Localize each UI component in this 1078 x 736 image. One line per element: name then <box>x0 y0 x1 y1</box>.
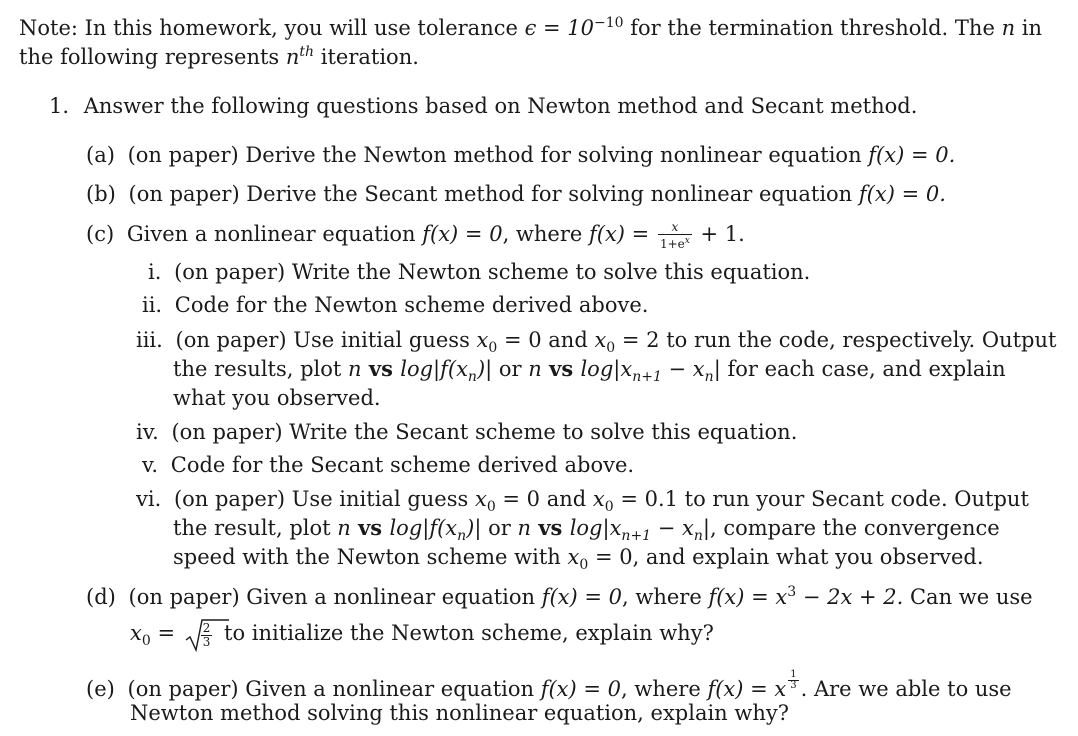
equation: f(x) = <box>588 222 650 246</box>
part-text: (on paper) Given a nonlinear equation <box>128 585 542 609</box>
x-symbol: x <box>594 328 607 352</box>
subpart-text: the results, plot <box>173 357 349 381</box>
x-symbol: x <box>567 545 580 569</box>
question-text: Answer the following questions based on Newton method and Secant method. <box>83 94 918 118</box>
subpart-text: = 0.1 to run your Secant code. Output <box>613 487 1029 511</box>
n-symbol: n <box>337 516 351 540</box>
subpart-ii <box>142 291 648 319</box>
log-subscript: n+1 <box>621 528 652 545</box>
subpart-text: (on paper) Write the Newton scheme to solve this equation. <box>174 260 811 284</box>
n-symbol: n <box>517 516 532 540</box>
log-subscript: n+1 <box>632 369 662 386</box>
part-c <box>86 220 745 251</box>
part-d-line-2 <box>130 619 714 649</box>
subpart-label: ii. <box>142 293 163 317</box>
subpart-label: vi. <box>136 487 162 511</box>
part-text: , where <box>622 585 709 609</box>
note-line-2 <box>19 43 419 71</box>
log-expression: | <box>702 516 710 540</box>
denominator-exp: x <box>684 235 690 246</box>
part-text: Newton method solving this nonlinear equation, explain why? <box>130 701 790 725</box>
x-subscript: 0 <box>604 499 614 516</box>
equation: f(x) = 0. <box>868 143 956 167</box>
subpart-vi <box>136 485 1029 516</box>
subpart-label: iii. <box>136 328 163 352</box>
vs-text: vs <box>531 515 570 540</box>
subpart-text: , compare the convergence <box>709 516 1000 540</box>
subpart-i <box>148 258 810 286</box>
square-root <box>185 620 215 649</box>
note-text: the following represents <box>19 45 286 69</box>
log-expression: − x <box>651 516 694 540</box>
equation: f(x) = 0. <box>858 182 946 206</box>
subpart-vi-line-3 <box>173 543 984 574</box>
x-subscript: 0 <box>141 633 151 650</box>
part-text: . Are we able to use <box>800 677 1012 701</box>
part-text: to initialize the Newton scheme, explain why? <box>217 621 714 645</box>
part-text: (on paper) Derive the Secant method for solving nonlinear equation <box>128 182 859 206</box>
x-symbol: x <box>592 487 605 511</box>
part-label: (e) <box>86 677 115 701</box>
x-symbol: x <box>130 621 142 645</box>
subpart-text: Code for the Secant scheme derived above. <box>170 453 635 477</box>
or-text: or <box>481 516 518 540</box>
equation: f(x) = 0 <box>422 222 503 246</box>
exponent-numerator: 1 <box>790 669 797 680</box>
log-subscript: n <box>457 528 467 545</box>
part-label: (a) <box>86 143 115 167</box>
log-expression: log|f(x <box>389 516 458 540</box>
subpart-label: iv. <box>136 420 159 444</box>
subpart-label: i. <box>148 260 162 284</box>
question-number: 1. <box>49 94 70 118</box>
nth-base: n <box>285 45 300 69</box>
tolerance-exponent: −10 <box>594 15 624 31</box>
sqrt-sign-icon <box>185 618 229 652</box>
part-label: (d) <box>86 585 116 609</box>
fraction-denominator <box>658 235 692 251</box>
x-subscript: 0 <box>579 557 589 574</box>
part-text: Given a nonlinear equation <box>126 222 423 246</box>
subpart-text: what you observed. <box>173 386 381 410</box>
exponent-denominator: 3 <box>790 680 797 691</box>
note-text: in <box>1015 16 1043 40</box>
log-subscript: n <box>693 528 703 545</box>
note-text: iteration. <box>314 45 419 69</box>
subpart-vi-line-2 <box>173 514 1000 545</box>
log-expression: )| <box>466 516 482 540</box>
fractional-exponent <box>788 670 798 691</box>
log-expression: )| <box>476 357 493 381</box>
log-expression: log|x <box>580 357 633 381</box>
log-subscript: n <box>704 369 714 386</box>
subpart-text: speed with the Newton scheme with <box>173 545 568 569</box>
subpart-label: v. <box>142 453 159 477</box>
log-expression: log|f(x <box>400 357 468 381</box>
n-symbol: n <box>528 357 542 381</box>
x-symbol: x <box>476 328 489 352</box>
subpart-text: for each case, and explain <box>720 357 1006 381</box>
x-symbol: x <box>474 487 487 511</box>
subpart-text: (on paper) Use initial guess <box>175 328 477 352</box>
subpart-text: = 2 to run the code, respectively. Output <box>615 328 1057 352</box>
equation: f(x) = x <box>708 585 788 609</box>
fraction-numerator: 2 <box>202 621 211 635</box>
vs-text: vs <box>541 356 581 381</box>
equation: f(x) = 0 <box>540 677 622 701</box>
fraction <box>658 221 692 251</box>
part-d <box>86 583 1033 611</box>
fraction-denominator: 3 <box>202 635 211 649</box>
subpart-text: Code for the Newton scheme derived above. <box>174 293 649 317</box>
equation: f(x) = 0 <box>541 585 623 609</box>
note-text: for the termination threshold. The <box>623 16 1002 40</box>
n-symbol: n <box>1001 16 1016 40</box>
part-text: (on paper) Derive the Newton method for solving nonlinear equation <box>127 143 869 167</box>
part-text: , where <box>502 222 589 246</box>
note-line-1 <box>19 14 1042 42</box>
subpart-iii <box>136 326 1057 357</box>
x-subscript: 0 <box>488 340 498 357</box>
note-text: Note: In this homework, you will use tolerance <box>19 16 525 40</box>
log-expression: log|x <box>569 516 622 540</box>
equals: = <box>150 621 182 645</box>
part-text: , where <box>621 677 708 701</box>
part-a <box>86 141 955 169</box>
subpart-iii-line-2 <box>173 355 1006 386</box>
or-text: or <box>492 357 529 381</box>
denominator-text: 1+e <box>659 236 685 251</box>
subpart-text: (on paper) Write the Secant scheme to solve this equation. <box>171 420 798 444</box>
log-expression: − x <box>661 357 705 381</box>
nth-sup: th <box>299 44 315 60</box>
part-e-line-2 <box>130 699 789 727</box>
part-text: + 1. <box>693 222 745 246</box>
tolerance-math: ϵ = 10 <box>524 16 595 40</box>
vs-text: vs <box>350 515 390 540</box>
subpart-text: the result, plot <box>173 516 338 540</box>
part-label: (b) <box>86 182 116 206</box>
x-subscript: 0 <box>606 340 616 357</box>
subpart-text: = 0, and explain what you observed. <box>588 545 984 569</box>
fraction-numerator: x <box>658 221 692 235</box>
exponent: 3 <box>787 584 797 600</box>
part-text: (on paper) Given a nonlinear equation <box>127 677 541 701</box>
subpart-text: = 0 and <box>495 487 593 511</box>
subpart-iv <box>136 418 797 446</box>
subpart-v <box>142 451 634 479</box>
equation: f(x) = x <box>707 677 787 701</box>
log-subscript: n <box>467 369 477 386</box>
vs-text: vs <box>361 356 401 381</box>
part-label: (c) <box>86 222 115 246</box>
subpart-text: (on paper) Use initial guess <box>173 487 475 511</box>
part-b <box>86 180 946 208</box>
log-expression: | <box>713 357 721 381</box>
n-symbol: n <box>348 357 362 381</box>
subpart-iii-line-3 <box>173 384 381 412</box>
x-subscript: 0 <box>486 499 496 516</box>
question-1 <box>49 92 917 120</box>
part-text: Can we use <box>903 585 1033 609</box>
subpart-text: = 0 and <box>497 328 595 352</box>
equation: − 2x + 2. <box>796 585 904 609</box>
